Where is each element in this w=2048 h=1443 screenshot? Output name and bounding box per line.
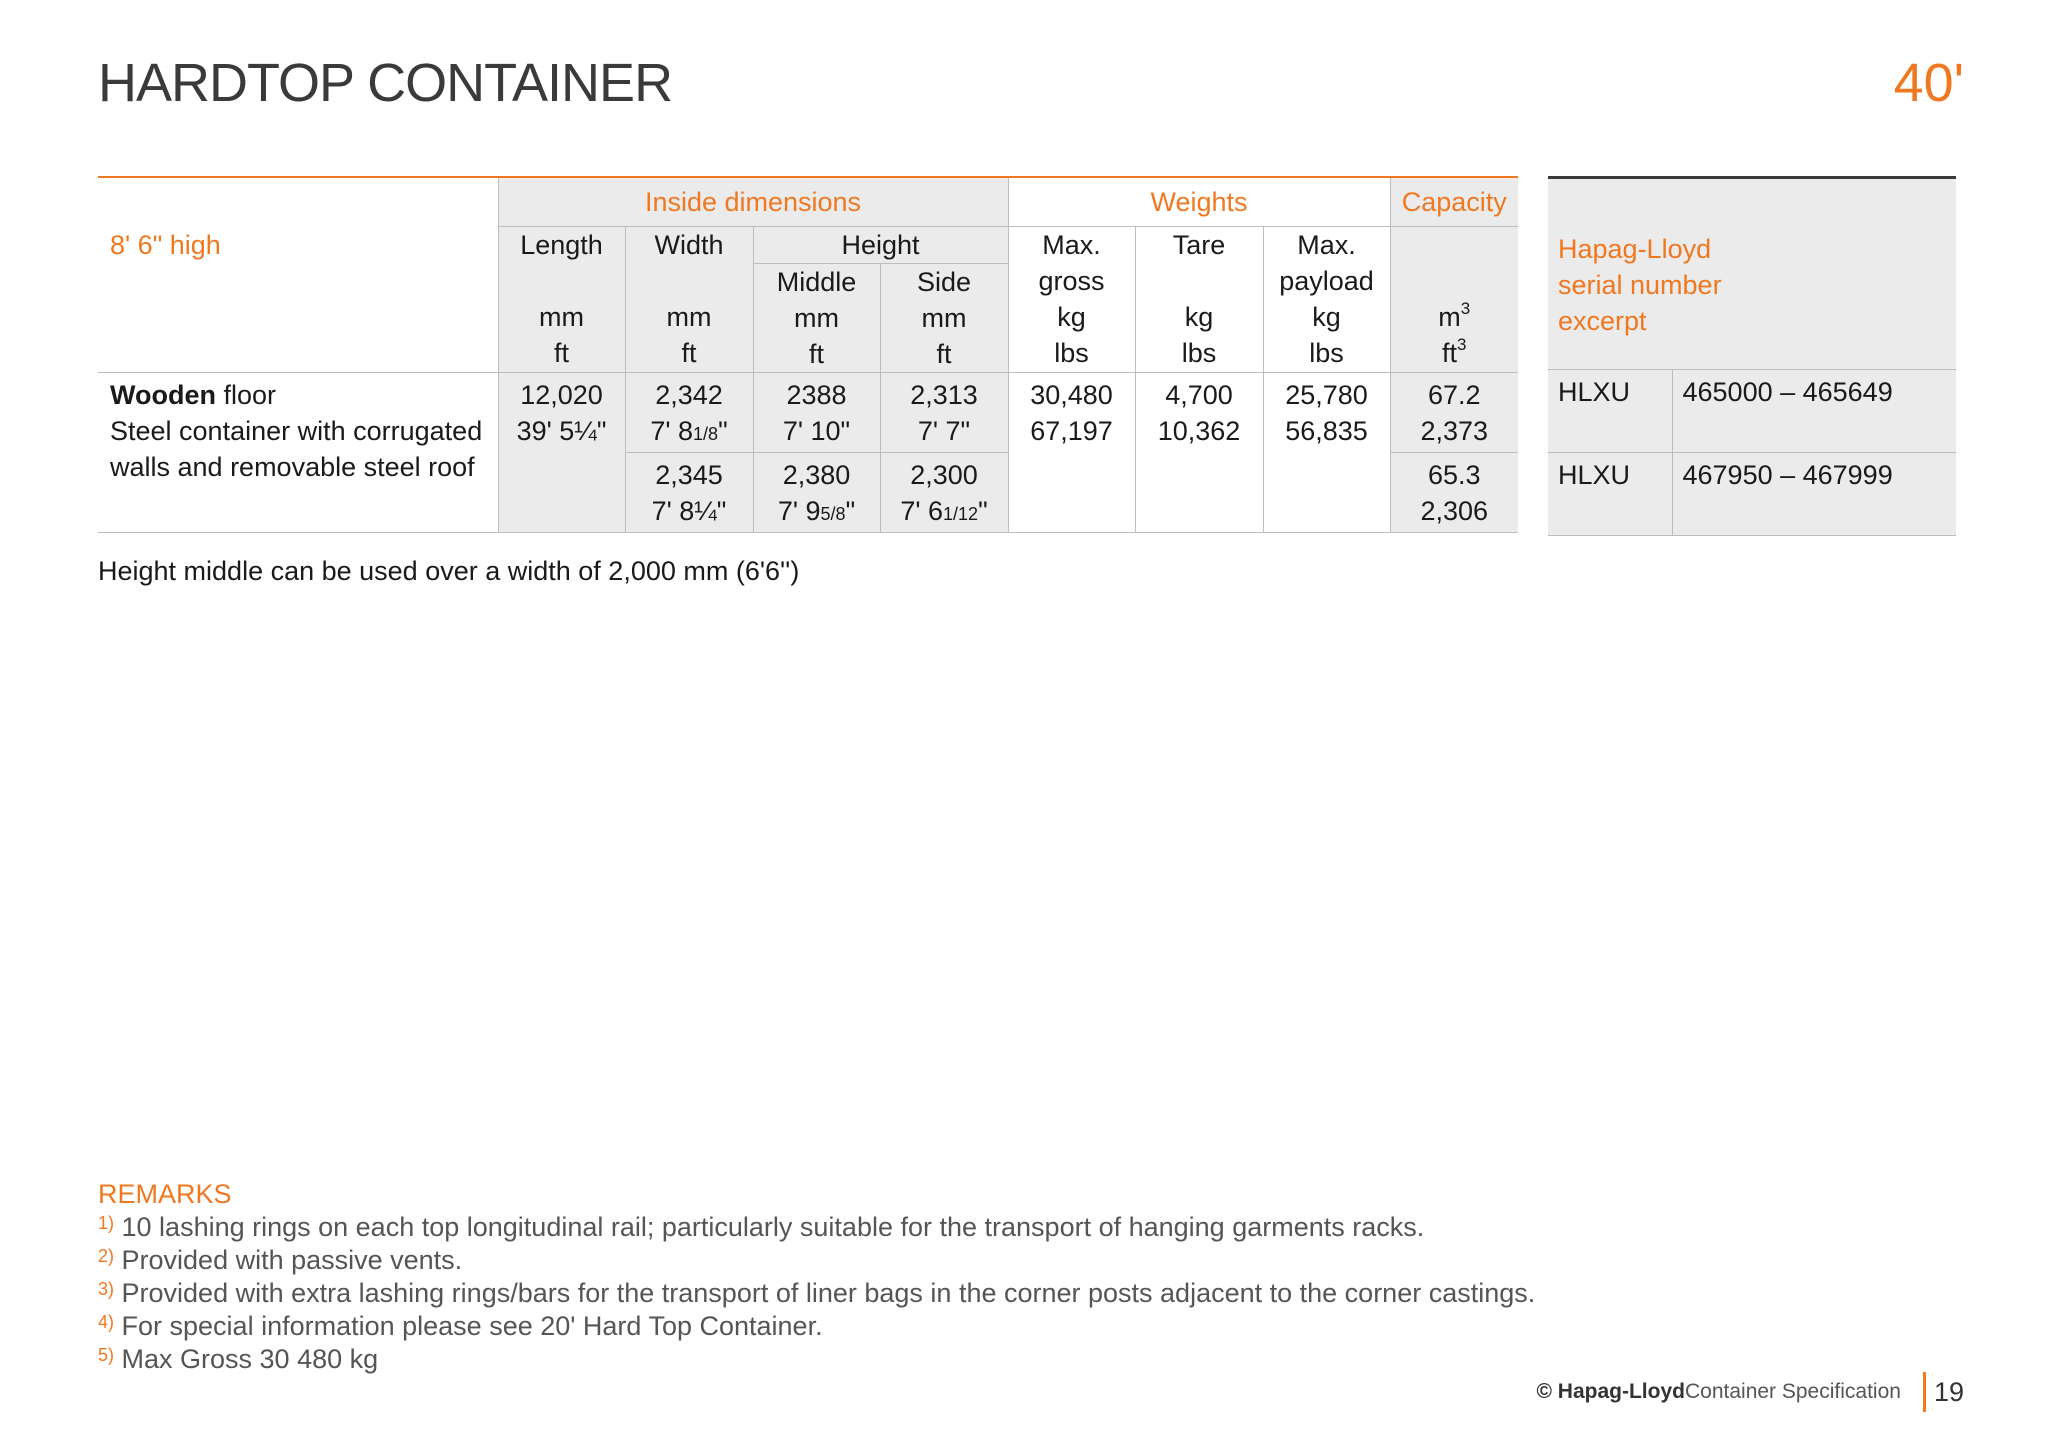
col-capacity [1390,227,1518,373]
remark-item: $^{1)}$ 10 lashing rings on each top longitudinal rail; particularly suitable for the transport of hanging garments racks. [98,1212,1425,1242]
col-max-gross [1008,227,1135,373]
serial-row [1548,370,1956,453]
cell-width-2: 2,345 7' 8¼" [625,453,753,533]
cell-payload: 25,780 56,835 [1263,373,1390,533]
serial-header-row [1548,178,1956,370]
cell-middle-1: 2388 7' 10" [753,373,880,453]
cell-tare: 4,700 10,362 [1135,373,1263,533]
serial-range: 467950 – 467999 [1672,453,1956,536]
cell-side-1: 2,313 7' 7" [880,373,1008,453]
group-header-capacity: Capacity [1390,177,1518,227]
col-payload-title: payload [1279,266,1374,296]
col-length-title: Length [520,230,603,260]
col-gross-title: gross [1038,266,1105,296]
remark-item: $^{2)}$ Provided with passive vents. [98,1245,463,1275]
unit-lbs: lbs [1181,338,1217,368]
cell-length: 12,020 39' 5¼" [498,373,625,533]
group-header-row [98,177,1518,227]
unit-ft: ft [808,339,824,369]
col-length [498,227,625,373]
col-tare [1135,227,1263,373]
cell-capacity-1: 67.2 2,373 [1390,373,1518,453]
unit-lbs: lbs [1309,338,1344,368]
serial-header: Hapag-Lloyd serial number excerpt [1548,178,1956,370]
cell-side-2: 2,300 7' 61/12" [880,453,1008,533]
unit-kg: kg [1312,302,1341,332]
remarks-title: REMARKS [98,1179,232,1209]
spec-table [98,176,1518,533]
col-height: Height [753,227,1008,264]
unit-mm: mm [794,303,839,333]
cell-capacity-2: 65.3 2,306 [1390,453,1518,533]
serial-row [1548,453,1956,536]
unit-ft: ft [681,338,697,368]
footer-divider [1923,1372,1926,1412]
group-header-inside: Inside dimensions [498,177,1008,227]
serial-number-table [1548,176,1956,536]
remarks-section [98,1178,1535,1376]
description-line-1: Steel container with corrugated [110,416,483,446]
unit-kg: kg [1184,302,1214,332]
unit-ft: ft [553,338,569,368]
col-width [625,227,753,373]
col-height-side [880,264,1008,373]
unit-ft: ft [936,339,952,369]
serial-prefix: HLXU [1548,370,1672,453]
group-header-weights: Weights [1008,177,1390,227]
col-height-middle [753,264,880,373]
remark-item: $^{4)}$ For special information please see 20' Hard Top Container. [98,1311,823,1341]
table-row [98,373,1518,453]
col-tare-title: Tare [1172,230,1226,260]
page-number: 19 [1933,1376,1964,1407]
remark-item: $^{5)}$ Max Gross 30 480 kg [98,1344,379,1374]
column-header-row [98,227,1518,264]
cell-gross: 30,480 67,197 [1008,373,1135,533]
page-title: HARDTOP CONTAINER [98,53,673,113]
col-max-title: Max. [1297,230,1356,260]
unit-kg: kg [1057,302,1086,332]
unit-lbs: lbs [1054,338,1089,368]
height-note: Height middle can be used over a width of 2,000 mm (6'6'') [98,556,800,586]
row-description: Wooden floor Steel container with corrugated walls and removable steel roof [98,373,498,533]
unit-mm: mm [539,302,584,332]
cell-middle-2: 2,380 7' 95/8" [753,453,880,533]
serial-range: 465000 – 465649 [1672,370,1956,453]
footer-label: Container Specification [1684,1380,1901,1403]
cell-width-1: 2,342 7' 81/8" [625,373,753,453]
container-size-label: 40' [1893,53,1964,113]
serial-prefix: HLXU [1548,453,1672,536]
unit-ft3: $ft^3$ [1442,335,1467,368]
col-max-payload [1263,227,1390,373]
page-footer [1537,1372,1965,1412]
row-label-height: 8' 6" high [98,227,498,373]
unit-m3: $m^3$ [1438,299,1471,332]
unit-mm: mm [921,303,967,333]
footer-copyright: © Hapag-Lloyd [1536,1380,1685,1403]
col-width-title: Width [654,230,724,260]
col-middle-title: Middle [776,267,857,297]
remark-item: $^{3)}$ Provided with extra lashing rings/bars for the transport of liner bags in the corner posts adjacent to the corner castings. [98,1278,1536,1308]
col-side-title: Side [916,267,972,297]
unit-mm: mm [666,302,712,332]
col-max-title: Max. [1042,230,1101,260]
floor-type: Wooden [110,380,216,410]
description-line-2: walls and removable steel roof [110,452,475,482]
